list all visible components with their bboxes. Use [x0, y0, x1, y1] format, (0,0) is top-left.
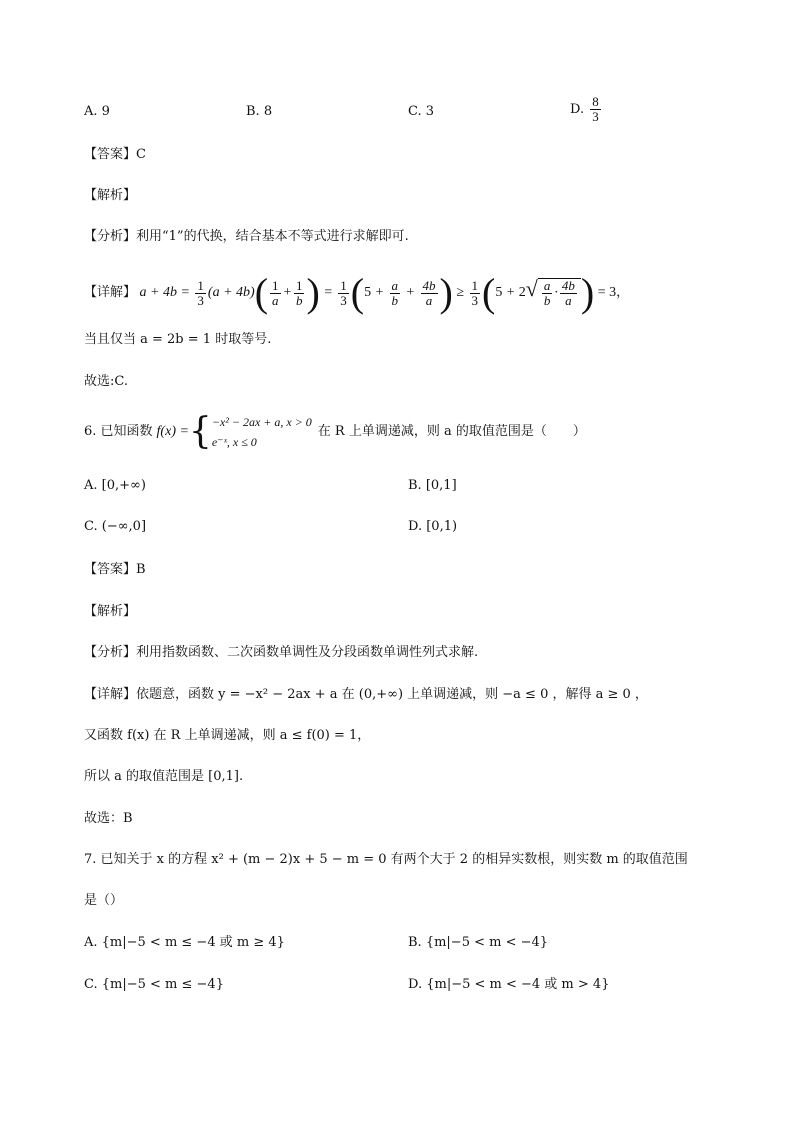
q5-xiangjie-tail: ，: [616, 285, 630, 300]
q7-option-a: A. {m|−5 < m ≤ −4 或 m ≥ 4}: [84, 935, 285, 950]
q6-case-2: e⁻ˣ, x ≤ 0: [211, 435, 257, 449]
q5-formula: a + 4b = $\frac{1}{3}$ (a + 4b)( $\frac{1}{a}$ + $\frac{1}{b}$ ) = $\frac{1}{3}$ (5 + $\frac{a}{b}$ + $\frac{4b}{a}$ ) ≥ $\frac{1}{3}$ (5 + 2√ $\frac{a}{b}$ · $\frac{4b}{a}$ ) = 3: [136, 270, 617, 315]
q7-option-b: B. {m|−5 < m < −4}: [408, 935, 549, 950]
q5-option-c: C. 3: [408, 104, 435, 119]
q6-detail-1: 【详解】依题意，函数 y = −x² − 2ax + a 在 (0,+∞) 上单调递减，则 −a ≤ 0 ，解得 a ≥ 0 ，: [84, 687, 648, 702]
q5-option-d: [570, 95, 603, 124]
q5-option-a: A. 9: [84, 104, 110, 119]
q6-answer: 【答案】B: [84, 562, 146, 577]
q5-condition: 当且仅当 a = 2b = 1 时取等号.: [84, 332, 272, 347]
q5-xiangjie-label: 【详解】: [84, 285, 137, 300]
fraction-numerator: 8: [592, 94, 599, 109]
q6-piecewise: [189, 412, 312, 452]
left-brace-icon: {: [188, 411, 212, 452]
q5-option-d-prefix: D.: [570, 102, 585, 117]
q5-fenxi: 【分析】利用“1”的代换，结合基本不等式进行求解即可.: [84, 229, 409, 244]
q6-option-a: A. [0,+∞): [84, 478, 146, 493]
q7-option-d: D. {m|−5 < m < −4 或 m > 4}: [408, 977, 610, 992]
q7-stem-line-2: 是（）: [84, 893, 124, 908]
q5-xiangjie: [84, 268, 629, 318]
q5-answer: 【答案】C: [84, 147, 146, 162]
q6-stem: [84, 412, 586, 452]
q6-analysis-label: 【解析】: [84, 604, 137, 619]
q6-option-b: B. [0,1]: [408, 478, 457, 493]
q7-option-c: C. {m|−5 < m ≤ −4}: [84, 977, 224, 992]
q6-detail-3: 所以 a 的取值范围是 [0,1].: [84, 769, 244, 784]
fraction-denominator: 3: [592, 109, 599, 124]
q5-option-b: B. 8: [246, 104, 273, 119]
q6-choice: 故选：B: [84, 811, 133, 826]
q6-option-c: C. (−∞,0]: [84, 519, 147, 534]
q5-option-d-fraction: [590, 95, 601, 124]
q7-stem-line-1: 7. 已知关于 x 的方程 x² + (m − 2)x + 5 − m = 0 有两个大于 2 的相异实数根，则实数 m 的取值范围: [84, 852, 688, 867]
q5-analysis-label: 【解析】: [84, 188, 137, 203]
q6-fenxi: 【分析】利用指数函数、二次函数单调性及分段函数单调性列式求解.: [84, 645, 479, 660]
q5-choice: 故选:C.: [84, 374, 128, 389]
q6-stem-suffix: 在 R 上单调递减，则 a 的取值范围是（ ）: [317, 424, 586, 439]
q6-option-d: D. [0,1): [408, 519, 458, 534]
q6-case-1: −x² − 2ax + a, x > 0: [211, 415, 312, 429]
q6-stem-func: f(x) =: [156, 424, 189, 439]
q6-detail-2: 又函数 f(x) 在 R 上单调递减，则 a ≤ f(0) = 1，: [84, 728, 371, 743]
q6-stem-prefix: 6. 已知函数: [84, 424, 153, 439]
